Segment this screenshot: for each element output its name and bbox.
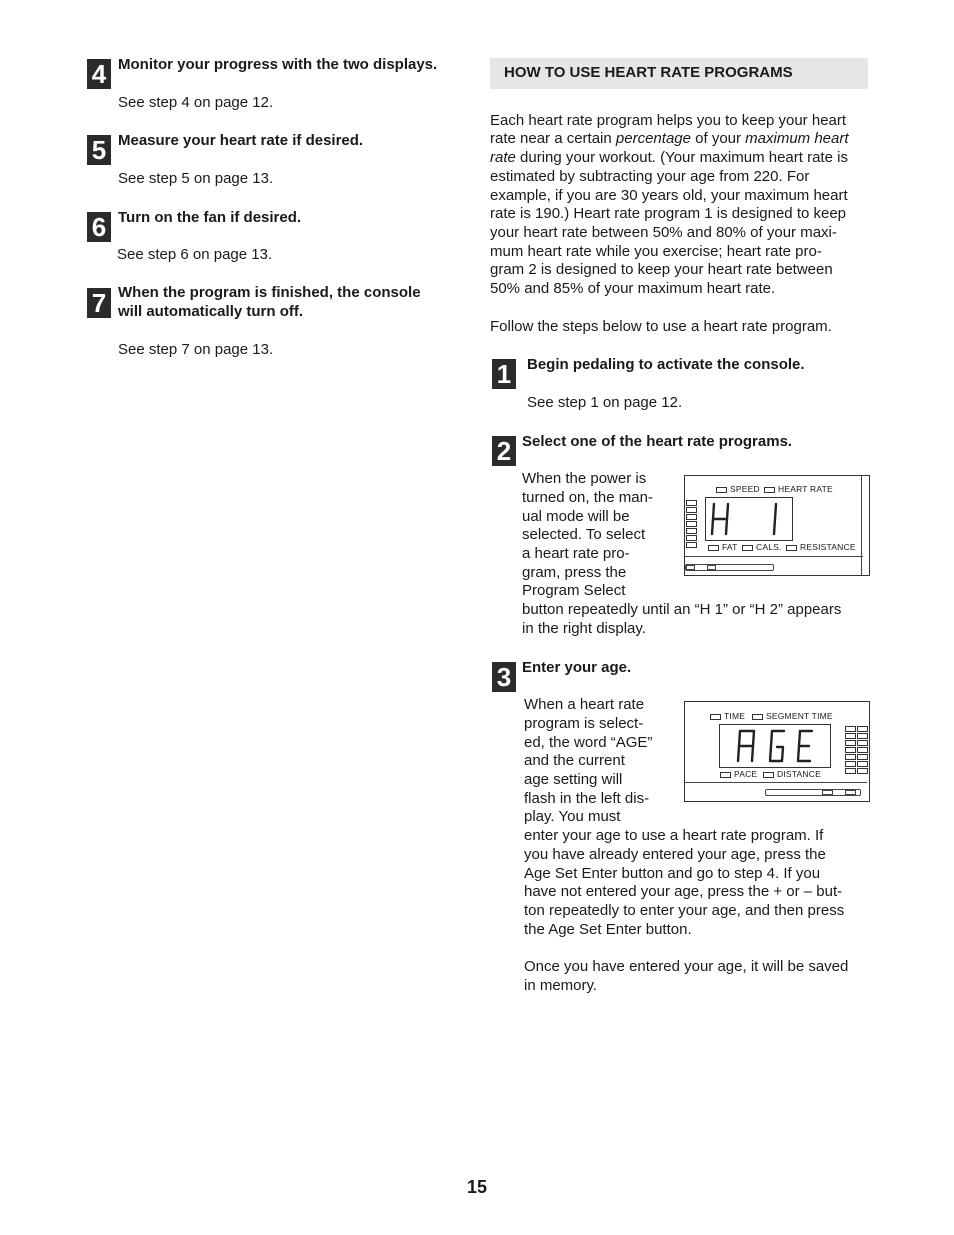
display-label: RESISTANCE — [786, 542, 856, 552]
step-number: 2 — [492, 436, 516, 466]
display-label: PACE — [720, 769, 757, 779]
step-heading: Turn on the fan if desired. — [118, 209, 302, 226]
text-line: Once you have entered your age, it will be saved — [524, 958, 849, 975]
step-number: 6 — [87, 212, 111, 242]
step-number: 1 — [492, 359, 516, 389]
text-line: ual mode will be — [522, 508, 630, 525]
section-heading-bar — [490, 58, 868, 89]
indicator-bars — [845, 726, 856, 775]
segment-readout-h1 — [706, 498, 792, 540]
slot-button — [845, 790, 856, 795]
step-body: See step 4 on page 12. — [118, 94, 274, 111]
step-body: See step 5 on page 13. — [118, 170, 274, 187]
step-body: See step 6 on page 13. — [117, 246, 273, 263]
text-line: turned on, the man- — [522, 489, 653, 506]
display-label: FAT — [708, 542, 738, 552]
step-number: 7 — [87, 288, 111, 318]
display-label: DISTANCE — [763, 769, 821, 779]
display-label: CALS. — [742, 542, 782, 552]
slot-bar — [685, 564, 774, 571]
step-number: 5 — [87, 135, 111, 165]
console-display-left — [684, 701, 870, 802]
text-run: rate near a certain — [490, 130, 616, 147]
text-line: in the right display. — [522, 620, 646, 637]
text-line: Each heart rate program helps you to keep your heart — [490, 112, 847, 129]
italic-run: maximum heart — [745, 130, 849, 147]
follow-text: Follow the steps below to use a heart rate program. — [490, 318, 832, 335]
text-line: gram, press the — [522, 564, 627, 581]
display-label: HEART RATE — [764, 484, 833, 494]
text-line: ed, the word “AGE” — [524, 734, 653, 751]
text-line: button repeatedly until an “H 1” or “H 2” appears — [522, 601, 842, 618]
text-line — [490, 130, 849, 149]
step-heading-line: will automatically turn off. — [118, 303, 304, 320]
text-line — [490, 149, 848, 168]
italic-run: rate — [490, 149, 516, 166]
page-number: 15 — [466, 1177, 488, 1197]
text-line: When the power is — [522, 470, 647, 487]
display-label: SEGMENT TIME — [752, 711, 833, 721]
slot-button — [707, 565, 716, 570]
italic-run: percentage — [615, 130, 691, 147]
step-body: See step 1 on page 12. — [527, 394, 683, 411]
step-heading: Monitor your progress with the two displays. — [118, 56, 438, 73]
text-line: rate is 190.) Heart rate program 1 is designed to keep — [490, 205, 847, 222]
text-run: during your workout. (Your maximum heart rate is — [515, 149, 848, 166]
display-label: TIME — [710, 711, 745, 721]
text-line: enter your age to use a heart rate program. If — [524, 827, 824, 844]
text-line: When a heart rate — [524, 696, 645, 713]
text-line: example, if you are 30 years old, your maximum heart — [490, 187, 848, 204]
step-number: 3 — [492, 662, 516, 692]
section-title: HOW TO USE HEART RATE PROGRAMS — [504, 64, 793, 81]
text-line: you have already entered your age, press the — [524, 846, 826, 863]
text-line: mum heart rate while you exercise; heart rate pro- — [490, 243, 822, 260]
digit-window — [719, 724, 831, 768]
indicator-bars — [857, 726, 868, 775]
step-body: See step 7 on page 13. — [118, 341, 274, 358]
text-line: program is select- — [524, 715, 644, 732]
text-line: age setting will — [524, 771, 623, 788]
text-line: have not entered your age, press the + or – but- — [524, 883, 843, 900]
frame-edge — [861, 476, 862, 575]
text-line: selected. To select — [522, 526, 646, 543]
display-label: SPEED — [716, 484, 760, 494]
digit-window — [705, 497, 793, 541]
text-line: a heart rate pro- — [522, 545, 630, 562]
text-line: and the current — [524, 752, 625, 769]
text-line: ton repeatedly to enter your age, and then press — [524, 902, 845, 919]
step-heading: Begin pedaling to activate the console. — [527, 356, 805, 373]
divider — [685, 782, 867, 783]
slot-button — [686, 565, 695, 570]
text-line: the Age Set Enter button. — [524, 921, 692, 938]
divider — [685, 556, 863, 557]
text-line: in memory. — [524, 977, 598, 994]
text-line: play. You must — [524, 808, 621, 825]
indicator-bars — [686, 500, 697, 549]
text-line: 50% and 85% of your maximum heart rate. — [490, 280, 776, 297]
text-line: Age Set Enter button and go to step 4. If you — [524, 865, 821, 882]
console-display-right — [684, 475, 870, 576]
text-line: Program Select — [522, 582, 626, 599]
text-line: gram 2 is designed to keep your heart rate between — [490, 261, 833, 278]
step-heading-line: When the program is finished, the console — [118, 284, 421, 301]
text-run: of your — [690, 130, 746, 147]
text-line: estimated by subtracting your age from 220. For — [490, 168, 810, 185]
text-line: flash in the left dis- — [524, 790, 650, 807]
text-line: your heart rate between 50% and 80% of your maxi- — [490, 224, 837, 241]
step-number: 4 — [87, 59, 111, 89]
segment-readout-age — [720, 725, 830, 767]
step-heading: Enter your age. — [522, 659, 632, 676]
step-heading: Measure your heart rate if desired. — [118, 132, 364, 149]
step-heading: Select one of the heart rate programs. — [522, 433, 793, 450]
slot-button — [822, 790, 833, 795]
